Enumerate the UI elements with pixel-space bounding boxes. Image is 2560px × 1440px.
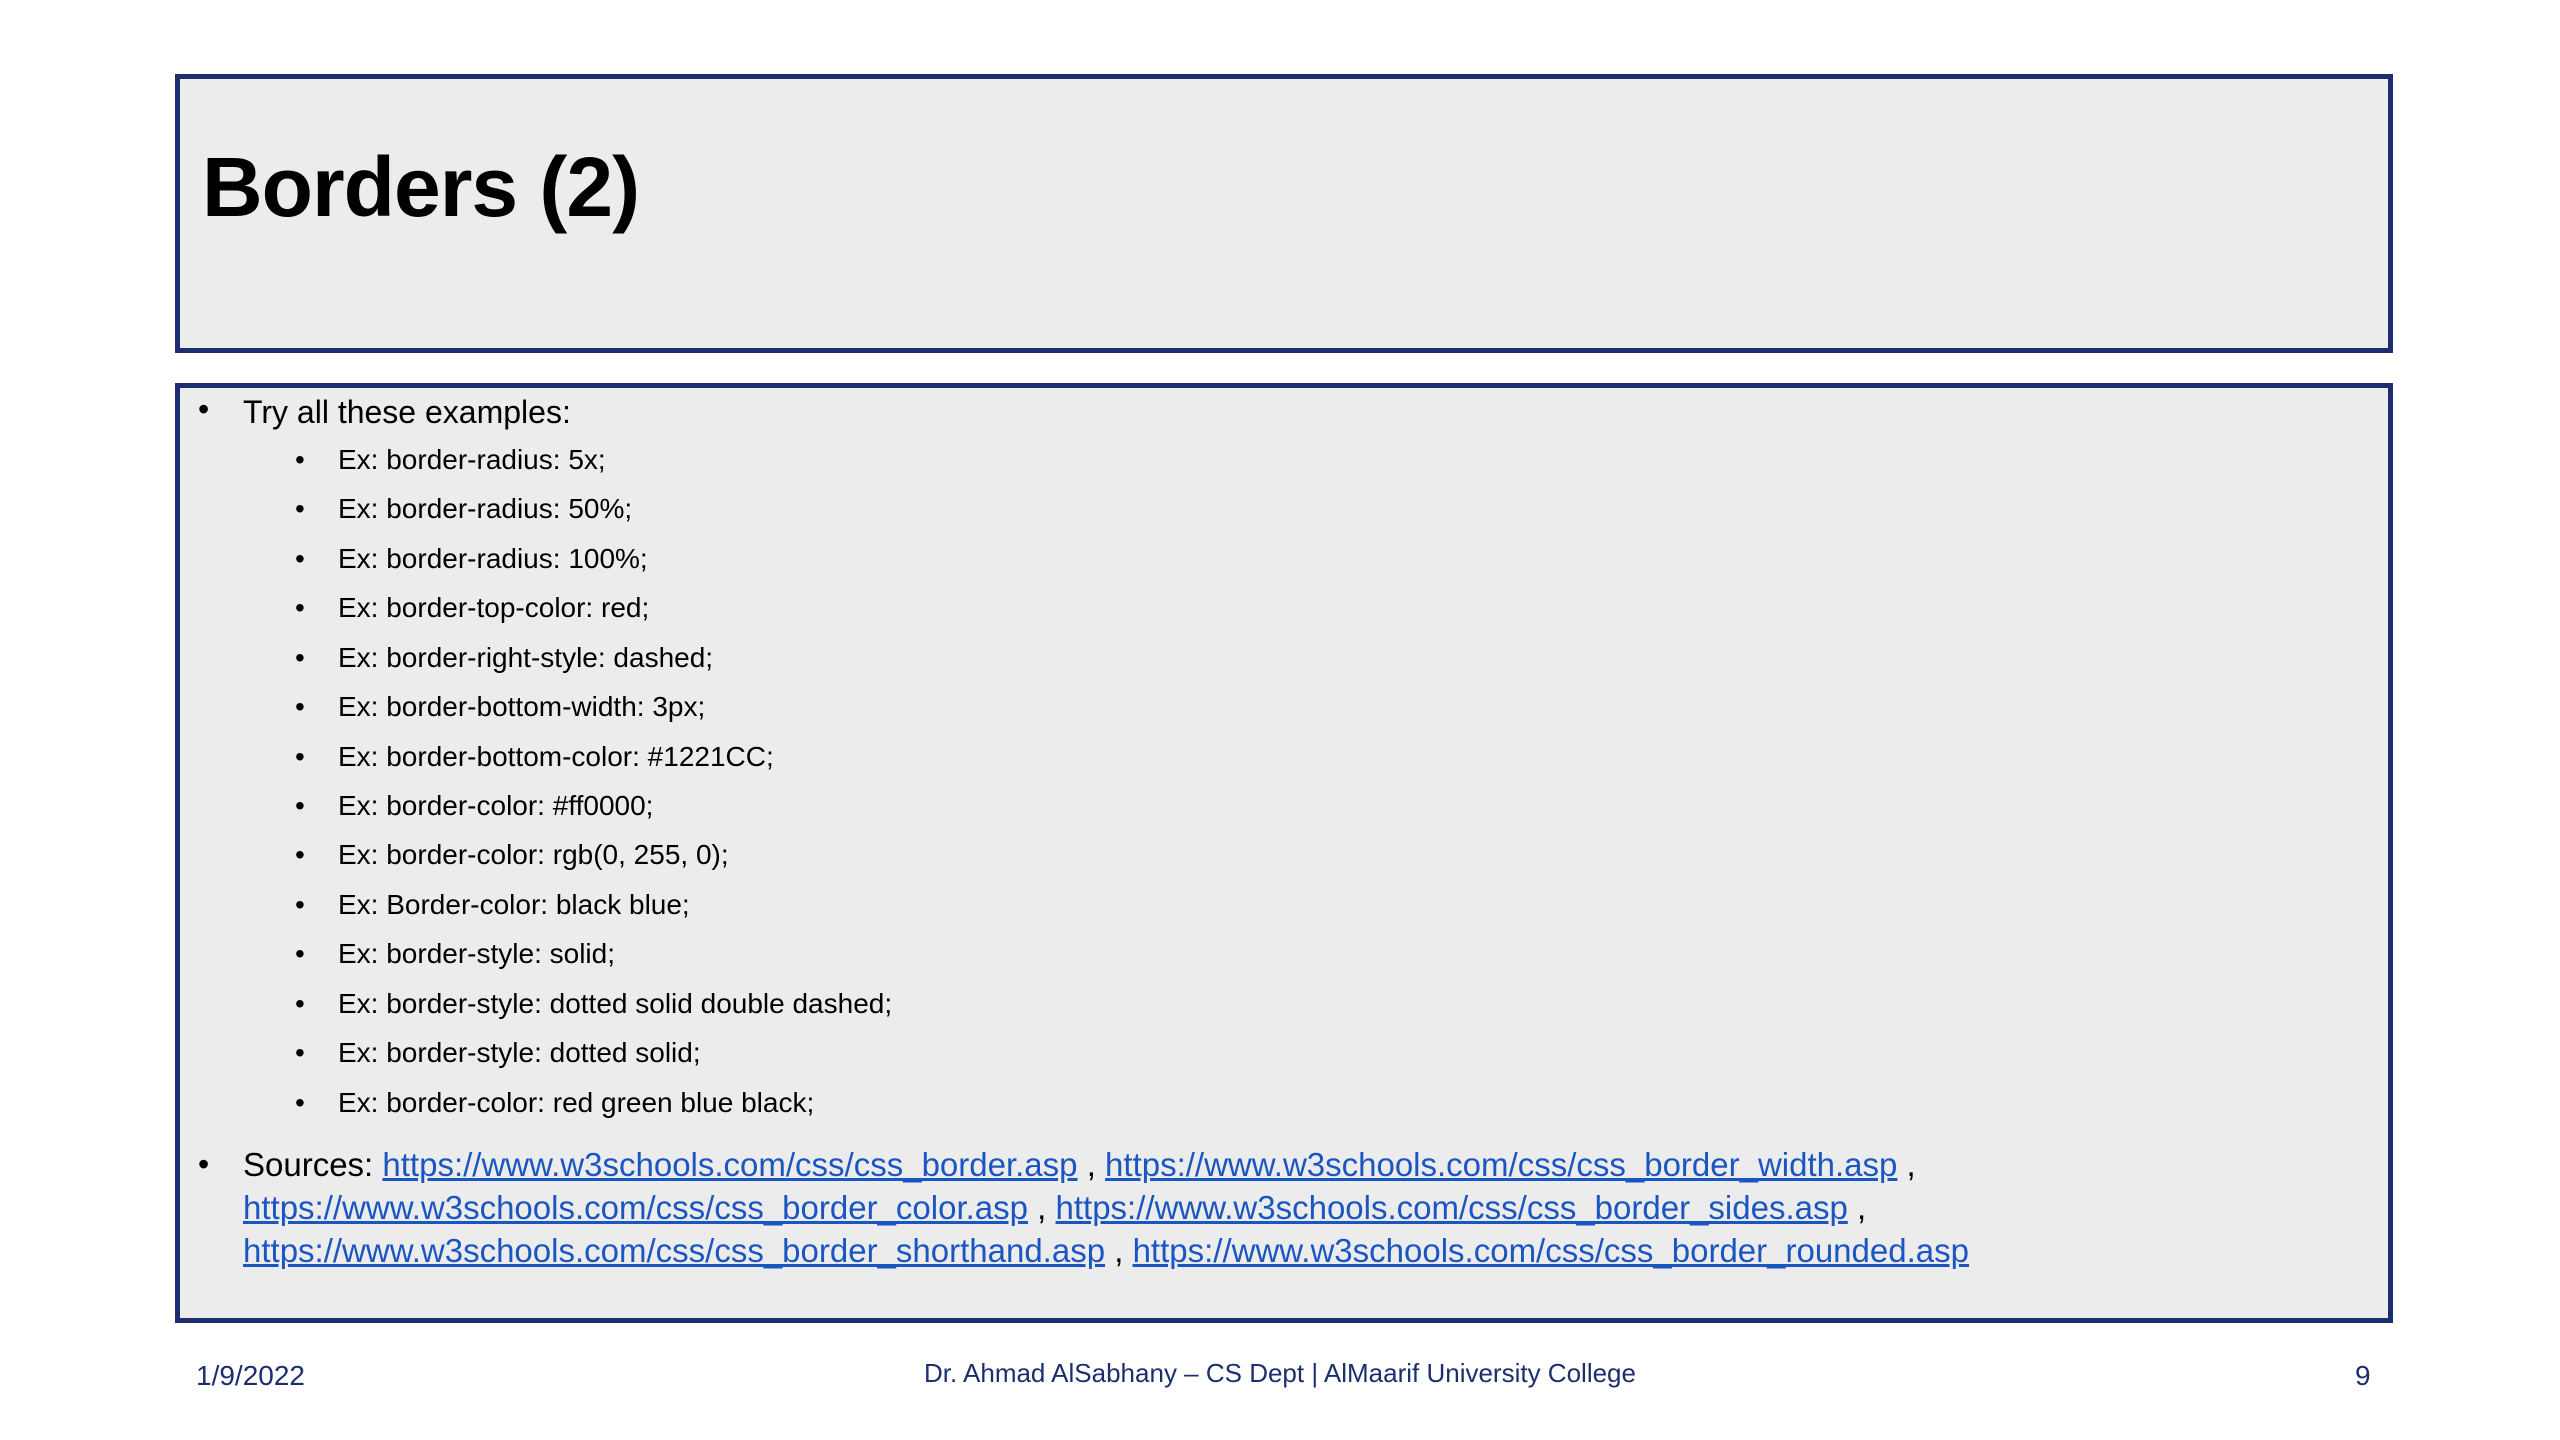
bullet-marker: • [295,741,305,772]
content-panel [175,383,2393,1323]
bullet-marker: • [295,592,305,623]
source-link-border-sides[interactable]: https://www.w3schools.com/css/css_border_sides.asp [1055,1189,1848,1226]
bullet-marker: • [295,889,305,920]
footer-author: Dr. Ahmad AlSabhany – CS Dept | AlMaarif University College [924,1358,1636,1388]
example-text: Ex: border-bottom-color: #1221CC; [338,741,774,772]
intro-text: Try all these examples: [243,394,571,430]
page-number: 9 [2355,1360,2371,1391]
bullet-marker: • [198,391,210,427]
sources-label: Sources: [243,1146,374,1183]
example-text: Ex: border-bottom-width: 3px; [338,691,706,722]
bullet-marker: • [295,543,305,574]
bullet-marker: • [295,691,305,722]
slide-title: Borders (2) [202,140,640,234]
example-text: Ex: border-style: dotted solid double dashed; [338,988,893,1019]
sources-paragraph [243,1143,2343,1272]
example-text: Ex: border-radius: 5x; [338,444,606,475]
separator: , [1906,1146,1916,1183]
bullet-marker: • [295,642,305,673]
example-text: Ex: border-top-color: red; [338,592,650,623]
bullet-marker: • [295,839,305,870]
source-link-border[interactable]: https://www.w3schools.com/css/css_border.asp [382,1146,1078,1183]
example-text: Ex: border-style: dotted solid; [338,1037,701,1068]
bullet-marker: • [295,1037,305,1068]
bullet-marker: • [295,493,305,524]
bullet-marker: • [295,790,305,821]
example-text: Ex: border-color: red green blue black; [338,1087,815,1118]
example-text: Ex: border-radius: 50%; [338,493,633,524]
source-link-border-color[interactable]: https://www.w3schools.com/css/css_border_color.asp [243,1189,1028,1226]
separator: , [1857,1189,1867,1226]
bullet-marker: • [295,938,305,969]
separator: , [1114,1232,1124,1269]
example-text: Ex: border-color: rgb(0, 255, 0); [338,839,729,870]
example-text: Ex: border-color: #ff0000; [338,790,654,821]
example-text: Ex: border-right-style: dashed; [338,642,714,673]
footer-date: 1/9/2022 [196,1360,305,1391]
source-link-border-width[interactable]: https://www.w3schools.com/css/css_border_width.asp [1105,1146,1898,1183]
source-link-border-rounded[interactable]: https://www.w3schools.com/css/css_border_rounded.asp [1132,1232,1969,1269]
separator: , [1037,1189,1047,1226]
example-text: Ex: border-radius: 100%; [338,543,648,574]
bullet-marker: • [295,988,305,1019]
source-link-border-shorthand[interactable]: https://www.w3schools.com/css/css_border_shorthand.asp [243,1232,1106,1269]
separator: , [1086,1146,1096,1183]
bullet-marker: • [295,444,305,475]
title-panel [175,74,2393,353]
bullet-marker: • [295,1087,305,1118]
bullet-marker: • [198,1146,210,1182]
example-text: Ex: border-style: solid; [338,938,615,969]
example-text: Ex: Border-color: black blue; [338,889,690,920]
